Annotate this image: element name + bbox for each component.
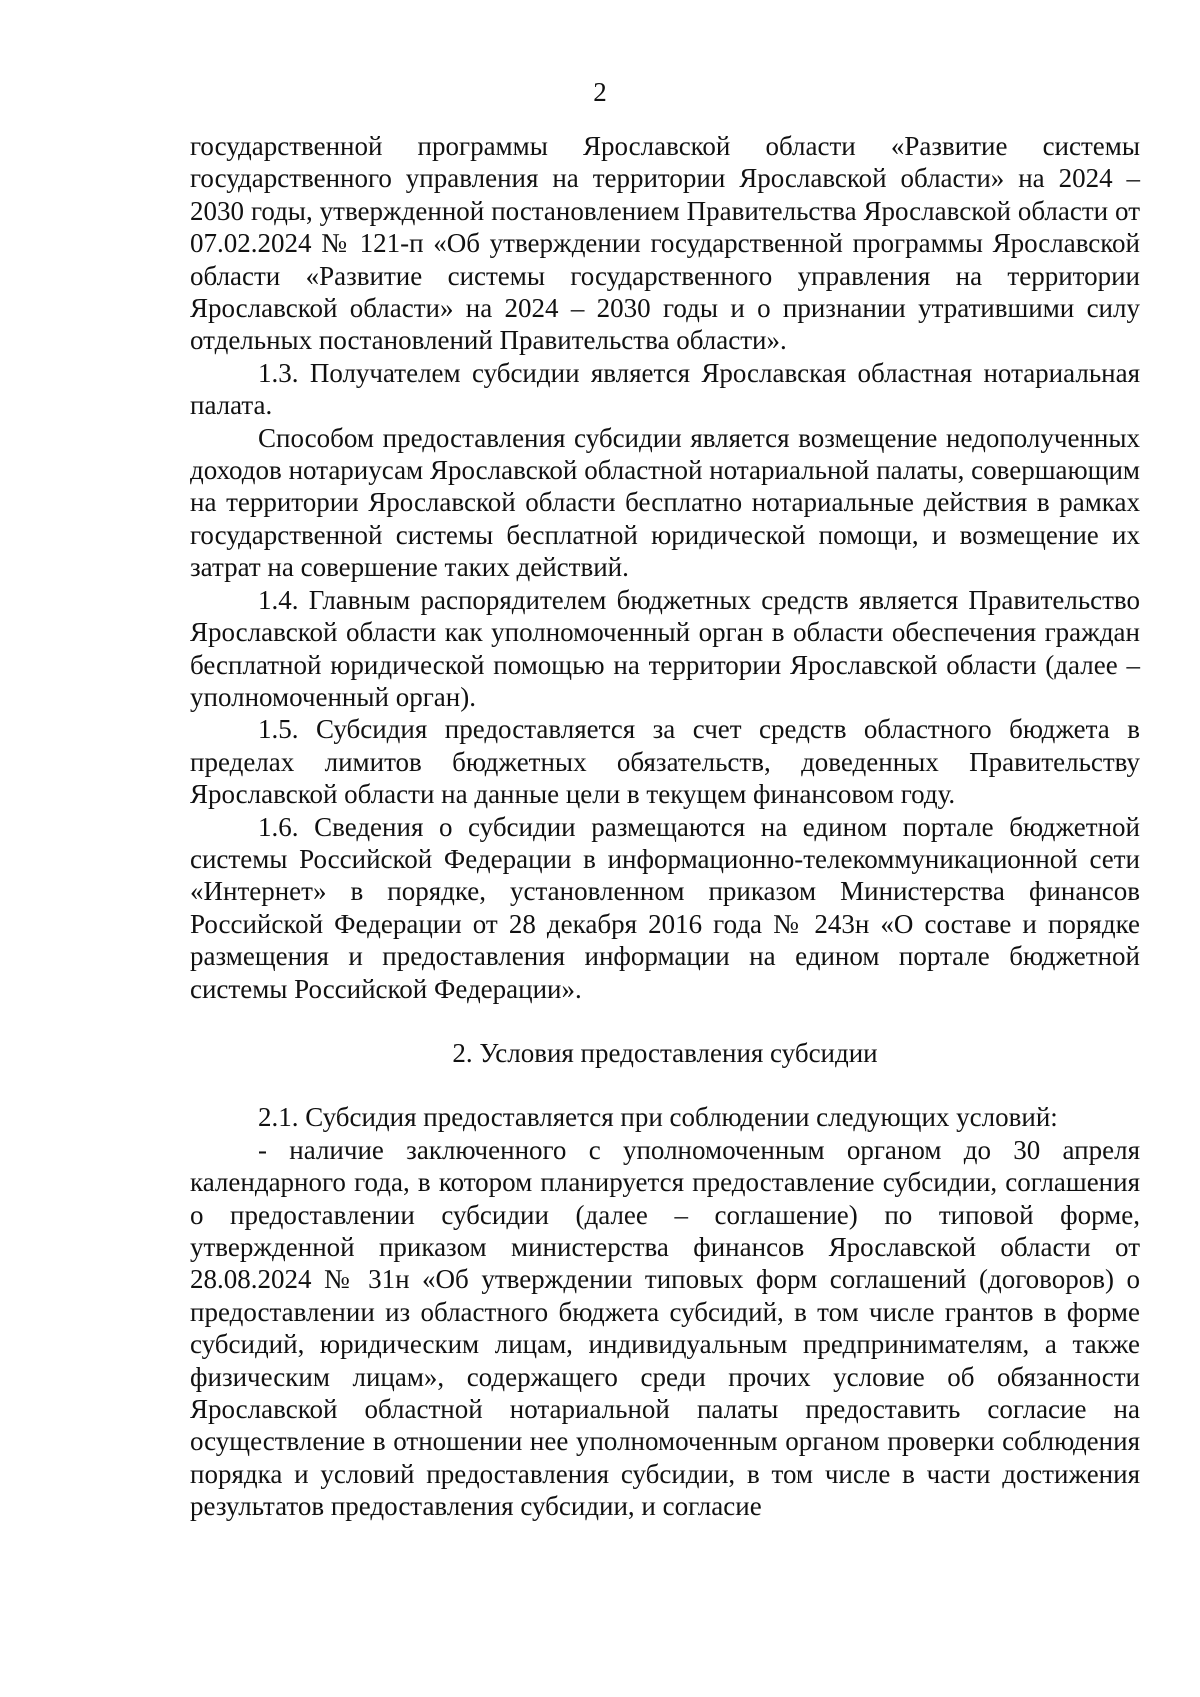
- page-number: 2: [593, 77, 607, 107]
- document-body: [190, 130, 1140, 1523]
- paragraph-program-reference: государственной программы Ярославской области «Развитие системы государственного управления на территории Ярославской области» на 2024 – 2030 годы, утвержденной постановлением Правительства Ярославской области от 07.02.2024 № 121-п «Об утверждении государственной программы Ярославской области «Развитие системы государственного управления на территории Ярославской области» на 2024 – 2030 годы и о признании утратившими силу отдельных постановлений Правительства области».: [190, 131, 1140, 356]
- paragraph-1-4: 1.4. Главным распорядителем бюджетных средств является Правительство Ярославской области как уполномоченный орган в области обеспечения граждан бесплатной юридической помощью на территории Ярославской области (далее – уполномоченный орган).: [190, 584, 1140, 712]
- paragraph-method: Способом предоставления субсидии является возмещение недополученных доходов нотариусам Ярославской областной нотариальной палаты, совершающим на территории Ярославской области бесплатно нотариальные действия в рамках государственной системы бесплатной юридической помощи, и возмещение их затрат на совершение таких действий.: [190, 422, 1140, 583]
- section-title: 2. Условия предоставления субсидии: [452, 1037, 878, 1068]
- paragraph-1-3: 1.3. Получателем субсидии является Ярославская областная нотариальная палата.: [190, 357, 1140, 421]
- paragraph-condition-agreement: - наличие заключенного с уполномоченным органом до 30 апреля календарного года, в котором планируется предоставление субсидии, соглашения о предоставлении субсидии (далее – соглашение) по типовой форме, утвержденной приказом министерства финансов Ярославской области от 28.08.2024 № 31н «Об утверждении типовых форм соглашений (договоров) о предоставлении из областного бюджета субсидий, в том числе грантов в форме субсидий, юридическим лицам, индивидуальным предпринимателям, а также физическим лицам», содержащего среди прочих условие об обязанности Ярославской областной нотариальной палаты предоставить согласие на осуществление в отношении нее уполномоченным органом проверки соблюдения порядка и условий предоставления субсидии, в том числе в части достижения результатов предоставления субсидии, и согласие: [190, 1134, 1140, 1522]
- paragraph-1-6: 1.6. Сведения о субсидии размещаются на едином портале бюджетной системы Российской Федерации в информационно-телекоммуникационной сети «Интернет» в порядке, установленном приказом Министерства финансов Российской Федерации от 28 декабря 2016 года № 243н «О составе и порядке размещения и предоставления информации на едином портале бюджетной системы Российской Федерации».: [190, 811, 1140, 1004]
- paragraph-2-1: 2.1. Субсидия предоставляется при соблюдении следующих условий:: [258, 1102, 1058, 1133]
- paragraph-1-5: 1.5. Субсидия предоставляется за счет средств областного бюджета в пределах лимитов бюджетных обязательств, доведенных Правительству Ярославской области на данные цели в текущем финансовом году.: [190, 714, 1140, 810]
